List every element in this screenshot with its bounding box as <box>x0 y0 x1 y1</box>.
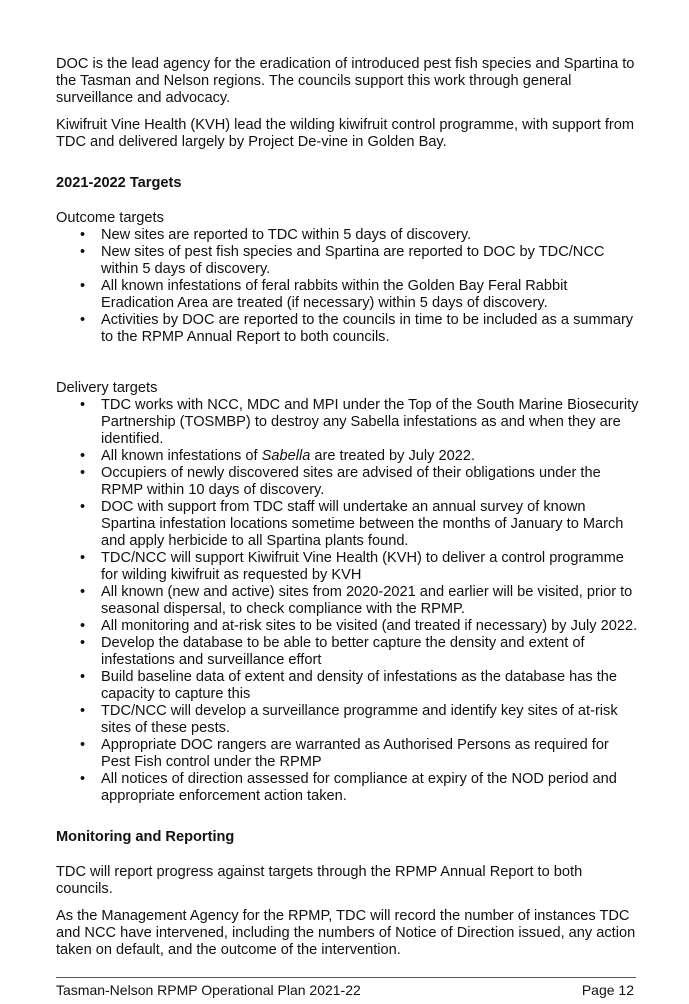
outcome-targets-label: Outcome targets <box>56 210 164 226</box>
list-item: • Develop the database to be able to better capture the density and extent of infestations and surveillance effort <box>56 635 641 669</box>
list-item: • DOC with support from TDC staff will undertake an annual survey of known Spartina infestation locations sometime between the months of January to March and apply herbicide to all Spartina plants found. <box>56 499 641 550</box>
list-item: • TDC/NCC will support Kiwifruit Vine Health (KVH) to deliver a control programme for wilding kiwifruit as requested by KVH <box>56 550 641 584</box>
intro-paragraph-doc: DOC is the lead agency for the eradication of introduced pest fish species and Spartina to the Tasman and Nelson regions. The councils support this work through general surveillance and advocacy. <box>56 56 635 106</box>
footer-page-number: Page 12 <box>581 982 634 998</box>
footer-divider <box>56 977 636 978</box>
monitoring-heading: Monitoring and Reporting <box>56 829 235 845</box>
list-item-text: are treated by July 2022. <box>310 448 475 464</box>
list-item: • TDC/NCC will develop a surveillance programme and identify key sites of at-risk sites of these pests. <box>56 703 641 737</box>
list-item-text: All known infestations of <box>101 448 262 464</box>
list-item: • All monitoring and at-risk sites to be visited (and treated if necessary) by July 2022. <box>56 618 641 635</box>
targets-heading: 2021-2022 Targets <box>56 175 182 191</box>
list-item: • Activities by DOC are reported to the councils in time to be included as a summary to the RPMP Annual Report to both councils. <box>56 312 641 346</box>
document-page <box>56 56 641 969</box>
monitoring-paragraph-agency: As the Management Agency for the RPMP, TDC will record the number of instances TDC and NCC have intervened, including the numbers of Notice of Direction issued, any action taken on default, and the outcome of the intervention. <box>56 908 636 958</box>
delivery-targets-list <box>56 397 641 805</box>
list-item: • All known (new and active) sites from 2020-2021 and earlier will be visited, prior to seasonal dispersal, to check compliance with the RPMP. <box>56 584 641 618</box>
monitoring-paragraph-report: TDC will report progress against targets through the RPMP Annual Report to both councils. <box>56 864 583 897</box>
list-item: • TDC works with NCC, MDC and MPI under the Top of the South Marine Biosecurity Partnership (TOSMBP) to destroy any Sabella infestations as and when they are identified. <box>56 397 641 448</box>
species-name: Sabella <box>261 448 311 464</box>
footer-document-title: Tasman-Nelson RPMP Operational Plan 2021-22 <box>56 982 361 998</box>
list-item: • New sites are reported to TDC within 5 days of discovery. <box>56 227 641 244</box>
spacer <box>56 346 641 380</box>
list-item: • All known infestations of feral rabbits within the Golden Bay Feral Rabbit Eradication Area are treated (if necessary) within 5 days of discovery. <box>56 278 641 312</box>
list-item: • All notices of direction assessed for compliance at expiry of the NOD period and appropriate enforcement action taken. <box>56 771 641 805</box>
outcome-targets-list <box>56 227 641 346</box>
list-item <box>56 448 641 465</box>
list-item: • Occupiers of newly discovered sites are advised of their obligations under the RPMP within 10 days of discovery. <box>56 465 641 499</box>
list-item: • New sites of pest fish species and Spartina are reported to DOC by TDC/NCC within 5 days of discovery. <box>56 244 641 278</box>
list-item: • Appropriate DOC rangers are warranted as Authorised Persons as required for Pest Fish control under the RPMP <box>56 737 641 771</box>
delivery-targets-label: Delivery targets <box>56 380 158 396</box>
intro-paragraph-kvh: Kiwifruit Vine Health (KVH) lead the wilding kiwifruit control programme, with support from TDC and delivered largely by Project De-vine in Golden Bay. <box>56 117 635 150</box>
list-item: • Build baseline data of extent and density of infestations as the database has the capacity to capture this <box>56 669 641 703</box>
